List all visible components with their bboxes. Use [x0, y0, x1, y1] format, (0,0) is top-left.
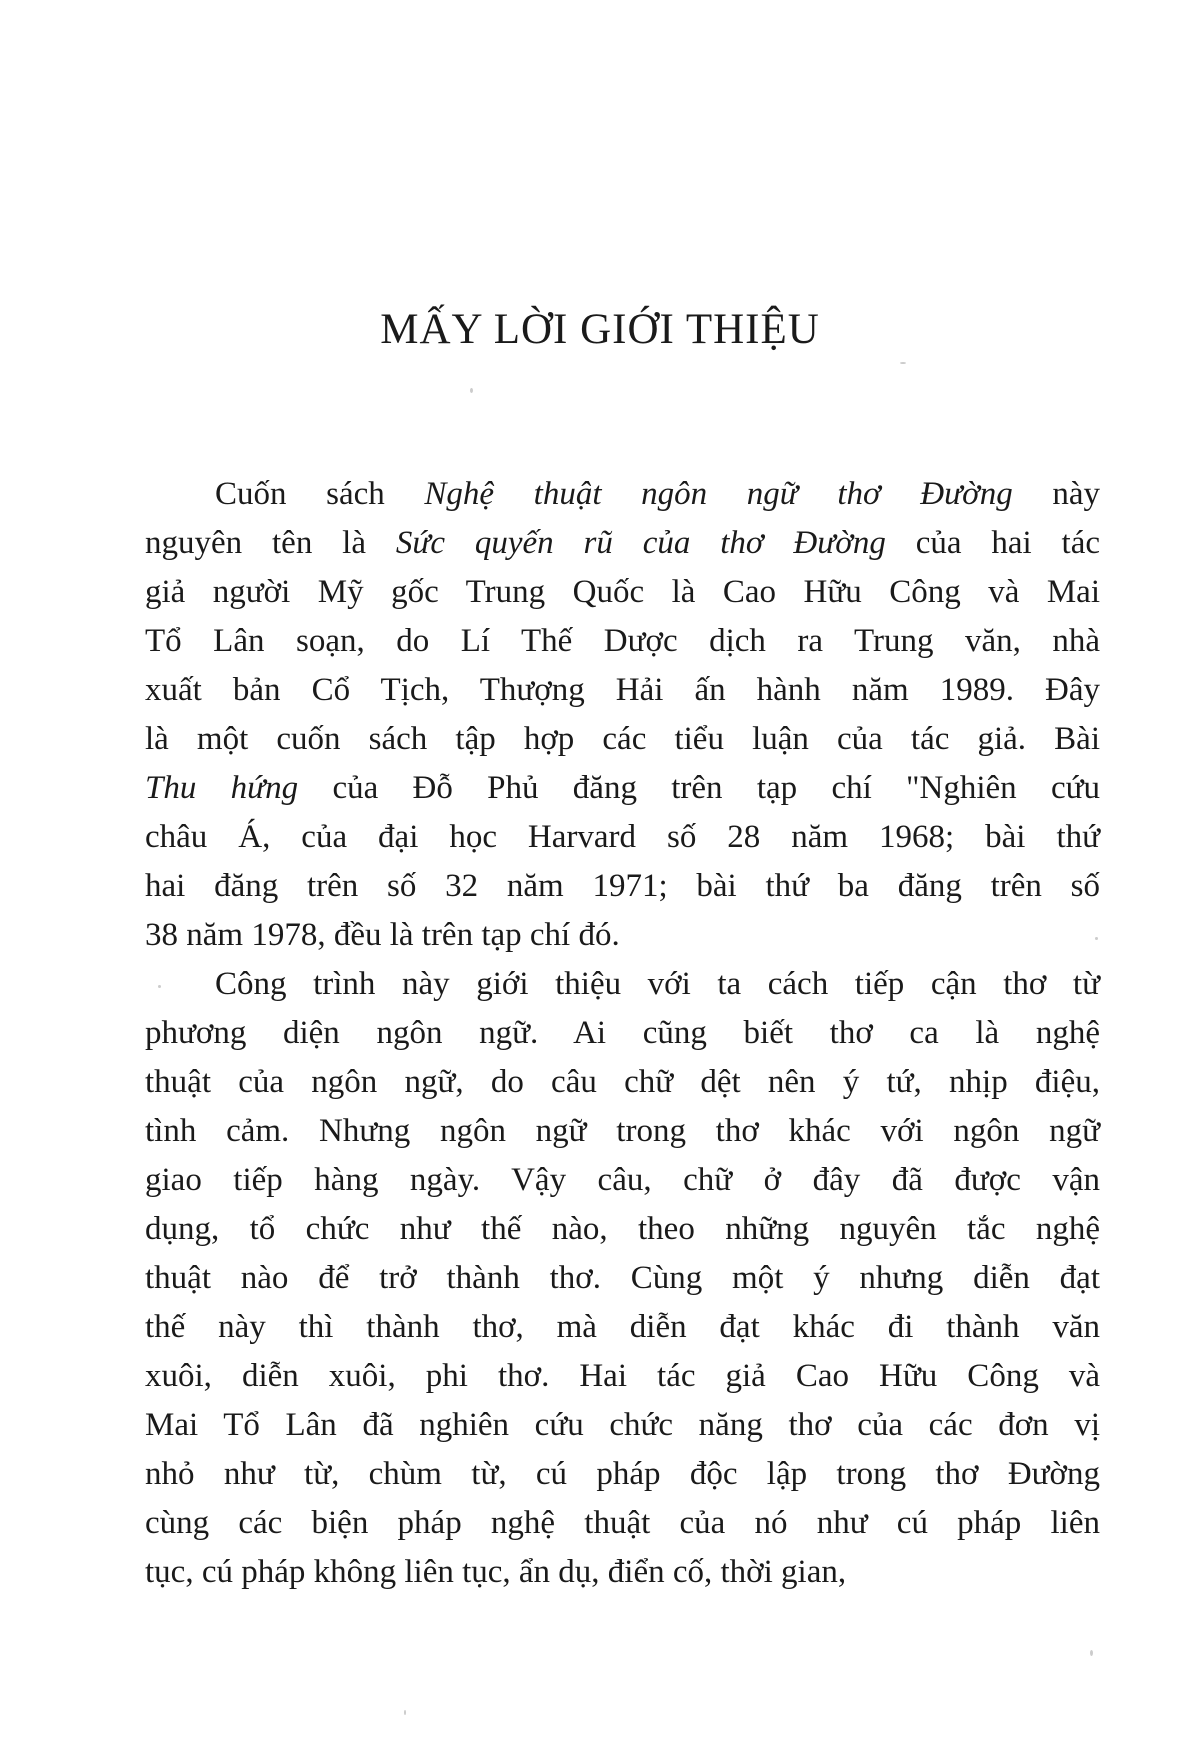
- text-segment: tình cảm. Nhưng ngôn ngữ trong thơ khác với ngôn ngữ: [145, 1113, 1100, 1149]
- text-segment: xuôi, diễn xuôi, phi thơ. Hai tác giả Cao Hữu Công và: [145, 1358, 1100, 1394]
- text-segment: giả người Mỹ gốc Trung Quốc là Cao Hữu Công và Mai: [145, 574, 1100, 610]
- text-segment: giao tiếp hàng ngày. Vậy câu, chữ ở đây đã được vận: [145, 1162, 1100, 1198]
- scan-speck: [1090, 1650, 1093, 1656]
- text-segment: xuất bản Cổ Tịch, Thượng Hải ấn hành năm 1989. Đây: [145, 672, 1100, 708]
- text-segment: Mai Tổ Lân đã nghiên cứu chức năng thơ của các đơn vị: [145, 1407, 1100, 1443]
- scan-speck: [158, 985, 161, 988]
- text-segment: cùng các biện pháp nghệ thuật của nó như cú pháp liên: [145, 1505, 1100, 1541]
- page-title: MẤY LỜI GIỚI THIỆU: [380, 306, 820, 353]
- text-line: [145, 1254, 1100, 1303]
- text-line: [145, 519, 1100, 568]
- text-segment: Công trình này giới thiệu với ta cách tiếp cận thơ từ: [215, 966, 1100, 1002]
- body-text: [145, 470, 1100, 1597]
- text-segment: thuật nào để trở thành thơ. Cùng một ý nhưng diễn đạt: [145, 1260, 1100, 1296]
- text-line: [145, 1156, 1100, 1205]
- scan-speck: [1095, 937, 1098, 940]
- text-line: [145, 1107, 1100, 1156]
- text-line: [145, 568, 1100, 617]
- text-segment: dụng, tổ chức như thế nào, theo những nguyên tắc nghệ: [145, 1211, 1100, 1247]
- text-line: [145, 764, 1100, 813]
- text-line: [145, 960, 1100, 1009]
- text-segment: tục, cú pháp không liên tục, ẩn dụ, điển cố, thời gian,: [145, 1554, 847, 1590]
- text-segment: nhỏ như từ, chùm từ, cú pháp độc lập trong thơ Đường: [145, 1456, 1100, 1492]
- italic-title: Thu hứng: [145, 770, 299, 806]
- text-line: [145, 911, 1100, 960]
- text-segment: nguyên tên là: [145, 525, 396, 561]
- text-line: [145, 1009, 1100, 1058]
- text-segment: Cuốn sách: [215, 476, 425, 512]
- text-line: [145, 1303, 1100, 1352]
- scan-speck: [404, 1710, 406, 1715]
- text-line: [145, 862, 1100, 911]
- text-segment: của Đỗ Phủ đăng trên tạp chí "Nghiên cứu: [298, 770, 1100, 806]
- text-line: [145, 1058, 1100, 1107]
- text-line: [145, 715, 1100, 764]
- scan-speck: [900, 362, 906, 364]
- italic-title: Sức quyến rũ của thơ Đường: [395, 525, 886, 561]
- text-segment: phương diện ngôn ngữ. Ai cũng biết thơ ca là nghệ: [145, 1015, 1100, 1051]
- text-segment: của hai tác: [885, 525, 1101, 561]
- text-line: [145, 617, 1100, 666]
- text-line: [145, 470, 1100, 519]
- paragraph: [145, 470, 1100, 960]
- text-line: [145, 1352, 1100, 1401]
- text-segment: châu Á, của đại học Harvard số 28 năm 1968; bài thứ: [145, 819, 1100, 855]
- text-line: [145, 813, 1100, 862]
- text-segment: này: [1012, 476, 1100, 512]
- text-line: [145, 1205, 1100, 1254]
- text-segment: 38 năm 1978, đều là trên tạp chí đó.: [145, 917, 620, 953]
- text-line: [145, 666, 1100, 715]
- text-line: [145, 1548, 1100, 1597]
- text-segment: thế này thì thành thơ, mà diễn đạt khác đi thành văn: [145, 1309, 1100, 1345]
- text-line: [145, 1499, 1100, 1548]
- scan-speck: [470, 388, 473, 393]
- text-segment: Tổ Lân soạn, do Lí Thế Dược dịch ra Trung văn, nhà: [145, 623, 1100, 659]
- paragraph: [145, 960, 1100, 1597]
- text-segment: thuật của ngôn ngữ, do câu chữ dệt nên ý tứ, nhịp điệu,: [145, 1064, 1100, 1100]
- text-line: [145, 1450, 1100, 1499]
- text-segment: là một cuốn sách tập hợp các tiểu luận của tác giả. Bài: [145, 721, 1100, 757]
- italic-title: Nghệ thuật ngôn ngữ thơ Đường: [424, 476, 1013, 512]
- text-line: [145, 1401, 1100, 1450]
- text-segment: hai đăng trên số 32 năm 1971; bài thứ ba đăng trên số: [145, 868, 1100, 904]
